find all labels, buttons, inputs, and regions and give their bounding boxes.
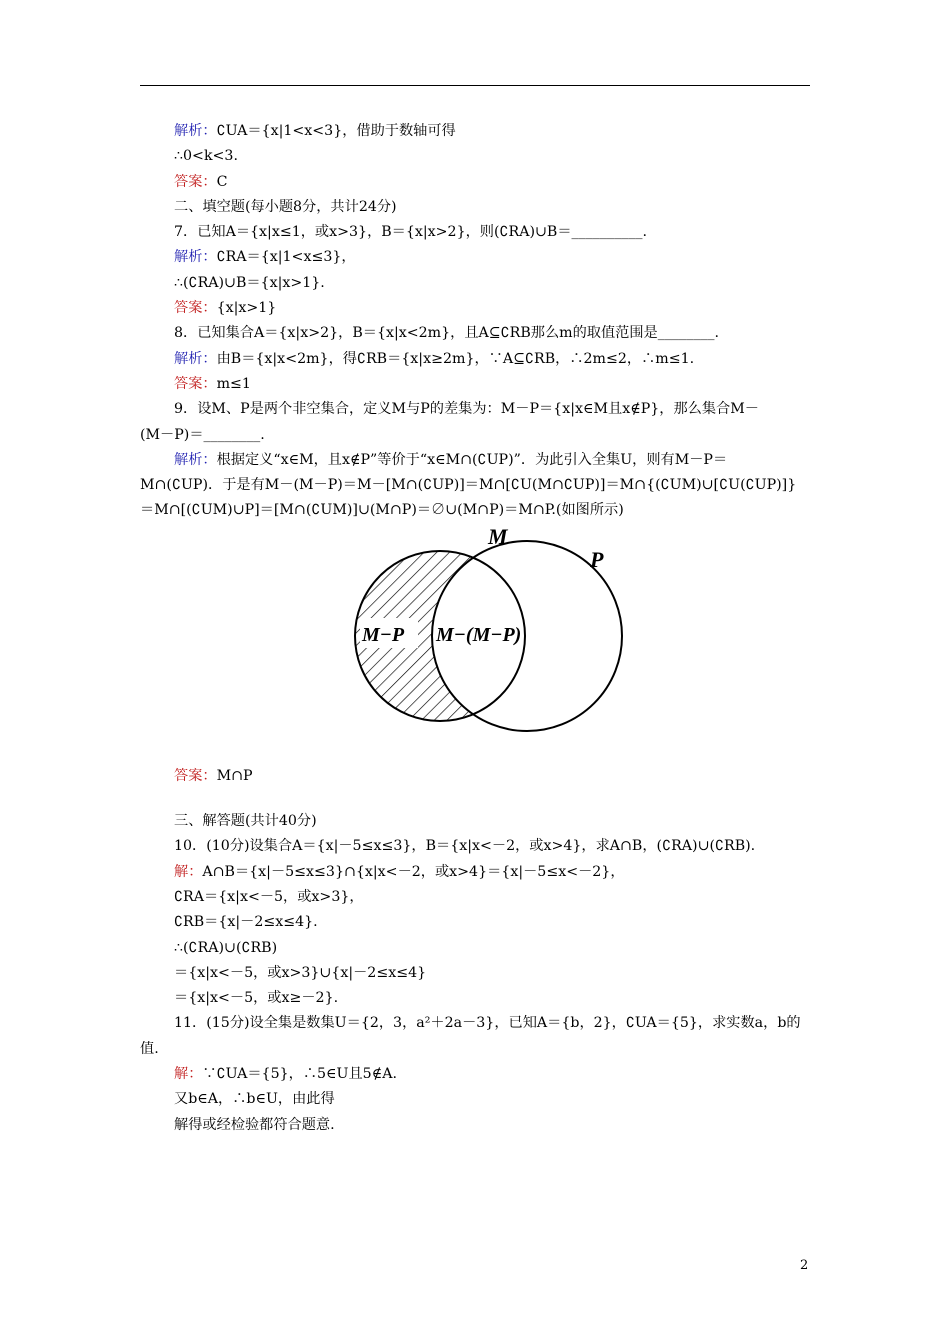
text-line xyxy=(174,1087,810,1112)
line-text: ＝M∩[(∁UM)∪P]＝[M∩(∁UM)]∪(M∩P)＝∅∪(M∩P)＝M∩P.(如图所示) xyxy=(140,502,624,519)
line-text: 由B＝{x|x<2m}，得∁RB＝{x|x≥2m}，∵A⊆∁RB，∴2m≤2，∴m≤1. xyxy=(216,350,695,367)
line-text: ∁UA＝{x|1<x<3}，借助于数轴可得 xyxy=(216,123,456,139)
line-text: ∁RA＝{x|x<－5，或x>3}， xyxy=(174,888,364,905)
text-line xyxy=(140,423,810,448)
text-line xyxy=(174,119,810,144)
line-text: 8．已知集合A＝{x|x>2}，B＝{x|x<2m}，且A⊆∁RB那么m的取值范围是________. xyxy=(174,325,720,342)
line-text: ∴0<k<3. xyxy=(174,148,238,165)
answer-label: 答案： xyxy=(174,173,217,190)
solution-lines-top xyxy=(140,119,810,524)
line-text: ∁RA＝{x|1<x≤3}， xyxy=(216,249,356,266)
label-m: M xyxy=(488,523,508,549)
text-line xyxy=(140,473,810,498)
text-line xyxy=(174,986,810,1011)
line-text: M∩(∁UP)．于是有M－(M－P)＝M－[M∩(∁UP)]＝M∩[∁U(M∩∁UP)]＝M∩{(∁UM)∪[∁U(∁UP)]} xyxy=(140,477,797,494)
line-text: ＝{x|x<－5，或x≥－2}. xyxy=(174,990,339,1007)
text-line xyxy=(174,195,810,220)
answer-label: 答案： xyxy=(174,300,217,317)
line-text: A∩B＝{x|－5≤x≤3}∩{x|x<－2，或x>4}＝{x|－5≤x<－2}， xyxy=(202,863,625,880)
text-line xyxy=(174,144,810,169)
line-text: ∴(∁RA)∪(∁RB) xyxy=(174,939,278,956)
line-text: C xyxy=(216,173,228,190)
text-line xyxy=(174,1113,810,1138)
line-text: 值. xyxy=(140,1040,159,1057)
label-p: P xyxy=(590,546,604,572)
text-line xyxy=(174,860,810,885)
text-line xyxy=(174,372,810,397)
label-m-minus-m-minus-p: M−(M−P) xyxy=(436,623,522,646)
text-line xyxy=(174,1062,810,1087)
text-line xyxy=(174,961,810,986)
answer-text: M∩P xyxy=(216,767,253,784)
line-text: ∁RB＝{x|－2≤x≤4}. xyxy=(174,914,318,931)
answer-label: 解： xyxy=(174,863,203,880)
answer-9 xyxy=(174,764,810,789)
venn-diagram xyxy=(174,524,810,764)
page-content xyxy=(140,119,810,1138)
text-line xyxy=(174,321,810,346)
text-line xyxy=(174,296,810,321)
line-text: (M－P)＝________. xyxy=(140,426,265,443)
line-text: 又b∈A，∴b∈U，由此得 xyxy=(174,1091,335,1108)
line-text: 解得或经检验都符合题意. xyxy=(174,1116,335,1133)
text-line xyxy=(174,245,810,270)
line-text: ＝{x|x<－5，或x>3}∪{x|－2≤x≤4} xyxy=(174,964,427,981)
line-text: 7．已知A＝{x|x≤1，或x>3}，B＝{x|x>2}，则(∁RA)∪B＝__________. xyxy=(174,224,647,241)
line-text: 根据定义“x∈M，且x∉P”等价于“x∈M∩(∁UP)”．为此引入全集U，则有M－P＝ xyxy=(216,451,728,468)
text-line xyxy=(174,936,810,961)
text-line xyxy=(174,347,810,372)
text-line xyxy=(140,498,810,523)
line-text: m≤1 xyxy=(216,375,251,392)
venn-svg xyxy=(350,524,640,756)
text-line xyxy=(174,809,810,834)
solution-label: 解析： xyxy=(174,350,217,367)
line-text: 三、解答题(共计40分) xyxy=(174,813,317,830)
line-text: ∵∁UA＝{5}，∴5∈U且5∉A. xyxy=(202,1066,397,1083)
page-number: 2 xyxy=(800,1258,809,1273)
text-line xyxy=(174,170,810,195)
text-line xyxy=(174,220,810,245)
line-text: 11．(15分)设全集是数集U＝{2，3，a²＋2a－3}，已知A＝{b，2}，∁UA＝{5}，求实数a，b的 xyxy=(174,1015,801,1032)
text-line xyxy=(174,271,810,296)
solution-lines-bottom xyxy=(140,809,810,1138)
line-text: 二、填空题(每小题8分，共计24分) xyxy=(174,198,397,215)
header-rule xyxy=(140,85,810,86)
line-text: {x|x>1} xyxy=(216,300,277,317)
line-text: 10．(10分)设集合A＝{x|－5≤x≤3}，B＝{x|x<－2，或x>4}，求A∩B，(∁RA)∪(∁RB). xyxy=(174,838,756,855)
text-line xyxy=(174,910,810,935)
line-text: ∴(∁RA)∪B＝{x|x>1}. xyxy=(174,274,325,291)
text-line xyxy=(174,834,810,859)
text-line xyxy=(174,1011,810,1036)
solution-label: 解析： xyxy=(174,123,217,139)
text-line xyxy=(174,885,810,910)
answer-label: 答案： xyxy=(174,767,217,784)
answer-label: 解： xyxy=(174,1066,203,1083)
text-line xyxy=(174,448,810,473)
answer-label: 答案： xyxy=(174,375,217,392)
label-m-minus-p: M−P xyxy=(362,623,405,646)
solution-label: 解析： xyxy=(174,249,217,266)
text-line xyxy=(174,397,810,422)
line-text: 9．设M、P是两个非空集合，定义M与P的差集为：M－P＝{x|x∈M且x∉P}，那么集合M－ xyxy=(174,401,759,418)
text-line xyxy=(140,1037,810,1062)
solution-label: 解析： xyxy=(174,451,217,468)
